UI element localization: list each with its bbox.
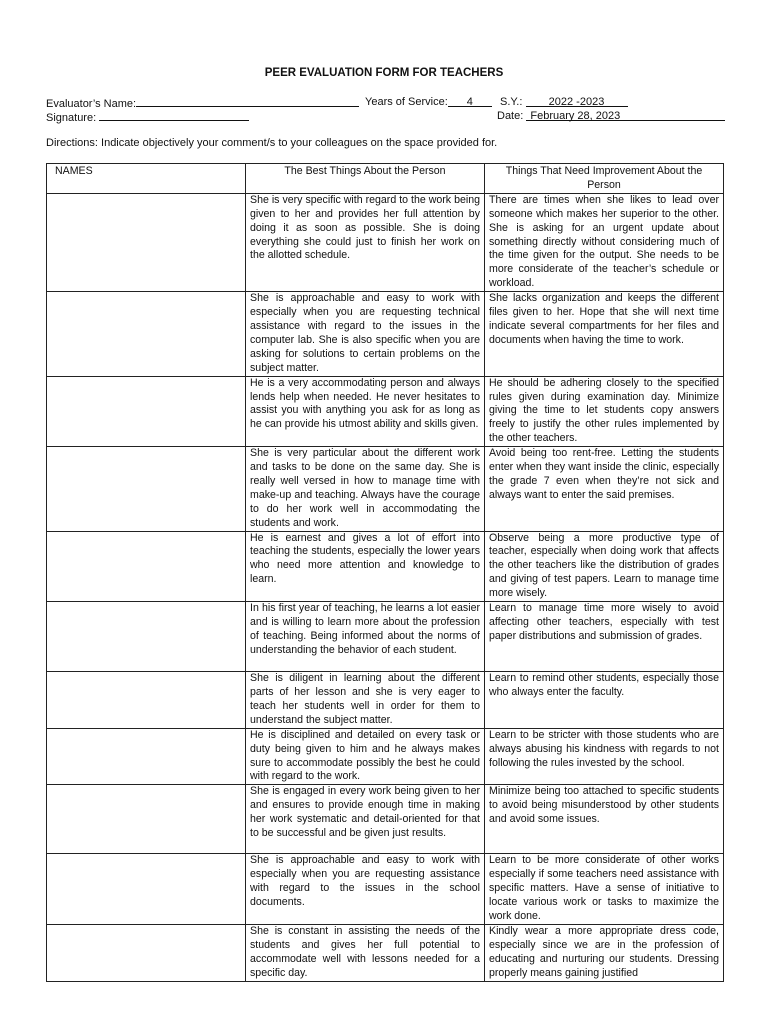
signature-row [46,110,249,124]
name-cell[interactable] [47,292,246,376]
name-cell[interactable] [47,672,246,729]
name-cell[interactable] [47,728,246,785]
years-row [365,96,492,108]
best-things-cell: She is engaged in every work being given to her and ensures to provide enough time in making her work systematic and detail-oriented for that to be successful and be given just results. [246,785,485,854]
table-row [47,376,724,447]
best-things-cell: She is very particular about the different work and tasks to be done on the same day. She is really well versed in how to manage time with make-up and teaching. Always have the courage to do her work well in accommodating the students and work. [246,447,485,531]
table-row [47,854,724,925]
table-body [47,193,724,981]
best-things-cell: He is disciplined and detailed on every task or duty being given to him and he always makes sure to accommodate possibly the best he could with regard to the work. [246,728,485,785]
signature-field[interactable] [99,110,249,121]
header-improvement: Things That Need Improvement About the Person [485,164,724,194]
improvement-cell: Minimize being too attached to specific students to avoid being misunderstood by other students and avoid some issues. [485,785,724,854]
best-things-cell: He is earnest and gives a lot of effort into teaching the students, especially the lower years who need more attention and knowledge to learn. [246,531,485,602]
table-row [47,292,724,376]
name-cell[interactable] [47,924,246,981]
improvement-cell: Learn to manage time more wisely to avoid affecting other teachers, especially with test paper distributions and submission of grades. [485,602,724,672]
date-field[interactable]: February 28, 2023 [526,110,725,121]
table-row [47,447,724,531]
table-header-row [47,164,724,194]
best-things-cell: She is approachable and easy to work with especially when you are requesting assistance with regard to the issues in the school documents. [246,854,485,925]
name-cell[interactable] [47,785,246,854]
evaluator-name-field[interactable] [136,96,359,107]
best-things-cell: She is diligent in learning about the different parts of her lesson and she is very eager to teach her students well in order for them to understand the subject matter. [246,672,485,729]
table-row [47,672,724,729]
best-things-cell: She is very specific with regard to the work being given to her and provides her full attention by doing it as soon as possible. She is doing everything she could just to finish her work on the allotted schedule. [246,193,485,291]
sy-row [500,96,628,108]
header-best-things: The Best Things About the Person [246,164,485,194]
table-row [47,602,724,672]
best-things-cell: She is constant in assisting the needs of the students and gives her full potential to accommodate well with lessons needed for a specific day. [246,924,485,981]
table-row [47,924,724,981]
school-year-field[interactable]: 2022 -2023 [526,96,628,107]
evaluator-row [46,96,359,110]
table-row [47,728,724,785]
years-label: Years of Service: [365,96,448,108]
name-cell[interactable] [47,531,246,602]
date-label: Date: [497,110,524,122]
date-row [497,110,725,122]
directions-text: Directions: Indicate objectively your comment/s to your colleagues on the space provided for. [46,137,498,149]
improvement-cell: Learn to be more considerate of other works especially if some teachers need assistance with specific matters. Have a sense of initiative to locate various work or tasks to maximize the work done. [485,854,724,925]
improvement-cell: Avoid being too rent-free. Letting the students enter when they want inside the clinic, especially the grade 7 even when they’re not sick and always want to enter the said premises. [485,447,724,531]
header-names: NAMES [47,164,246,194]
improvement-cell: Learn to remind other students, especially those who always enter the faculty. [485,672,724,729]
name-cell[interactable] [47,447,246,531]
improvement-cell: Kindly wear a more appropriate dress code, especially since we are in the profession of educating and nurturing our students. Dressing properly means gaining justified [485,924,724,981]
improvement-cell: He should be adhering closely to the specified rules given during examination day. Minimize giving the time to let students copy answers freely to justify the other rules implemented by the other teachers. [485,376,724,447]
name-cell[interactable] [47,602,246,672]
table-row [47,193,724,291]
best-things-cell: In his first year of teaching, he learns a lot easier and is willing to learn more about the profession of teaching. Being informed about the norms of understanding the behavior of each student. [246,602,485,672]
table-row [47,531,724,602]
name-cell[interactable] [47,376,246,447]
signature-label: Signature: [46,112,97,124]
improvement-cell: There are times when she likes to lead over someone which makes her superior to the other. She is asking for an urgent update about something directly without considering much of the time given for the output. She needs to be more considerate of the teacher’s schedule or workload. [485,193,724,291]
best-things-cell: She is approachable and easy to work with especially when you are requesting technical assistance with regard to the issues in the computer lab. She is also specific when you are asking for solutions to certain problems on the subject matter. [246,292,485,376]
improvement-cell: She lacks organization and keeps the different files given to her. Hope that she will next time indicate several compartments for her files and documents when having the time to work. [485,292,724,376]
name-cell[interactable] [47,854,246,925]
name-cell[interactable] [47,193,246,291]
form-title: PEER EVALUATION FORM FOR TEACHERS [264,67,504,79]
evaluation-table [46,163,724,982]
best-things-cell: He is a very accommodating person and always lends help when needed. He never hesitates to assist you with anything you ask for as long as he can provide his utmost ability and skills given. [246,376,485,447]
improvement-cell: Learn to be stricter with those students who are always abusing his kindness with regards to not following the rules invested by the school. [485,728,724,785]
table-row [47,785,724,854]
years-of-service-field[interactable]: 4 [448,96,492,107]
improvement-cell: Observe being a more productive type of teacher, especially when doing work that affects the other teachers like the distribution of grades and giving of test papers. Learn to manage time more wisely. [485,531,724,602]
sy-label: S.Y.: [500,96,523,108]
evaluator-label: Evaluator’s Name: [46,98,137,110]
